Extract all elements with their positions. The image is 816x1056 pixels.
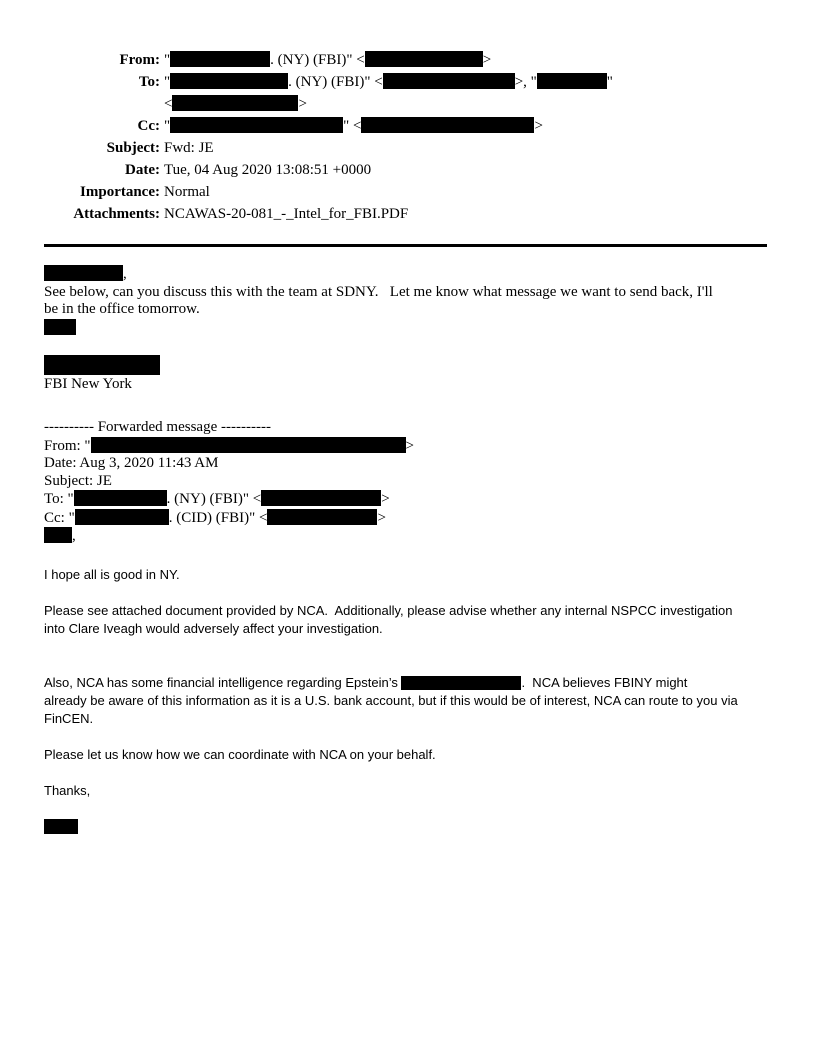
text-run: Please let us know how we can coordinate with NCA on your behalf.	[44, 746, 436, 762]
field-value-cc	[164, 115, 772, 137]
header-row-attachments	[0, 203, 772, 225]
field-value-importance	[164, 181, 772, 203]
text-run: . (NY) (FBI)" <	[166, 491, 262, 507]
text-run: be in the office tomorrow.	[44, 301, 200, 317]
text-line	[164, 93, 772, 115]
header-row-date	[0, 159, 772, 181]
text-run: Fwd: JE	[164, 140, 214, 156]
text-run: Tue, 04 Aug 2020 13:08:51 +0000	[164, 162, 372, 178]
text-run: ---------- Forwarded message ----------	[44, 419, 271, 435]
text-line	[164, 49, 772, 71]
text-run: "	[164, 52, 171, 68]
header-row-subject	[0, 137, 772, 159]
text-line	[44, 638, 772, 656]
forwarded-message-header	[44, 419, 772, 546]
text-run: To: "	[44, 491, 74, 507]
text-run: . (CID) (FBI)" <	[168, 509, 268, 526]
field-label-attachments: Attachments:	[73, 206, 160, 222]
text-run: "	[164, 118, 171, 134]
text-line	[44, 566, 772, 584]
field-label-importance: Importance:	[80, 184, 160, 200]
text-line	[44, 527, 772, 546]
text-run: "	[606, 74, 613, 90]
text-run: <	[164, 96, 173, 112]
text-line	[44, 265, 772, 284]
text-run: into Clare Iveagh would adversely affect your investigation.	[44, 620, 383, 636]
text-run: >	[405, 437, 415, 454]
text-run: "	[164, 74, 171, 90]
text-line	[44, 656, 772, 674]
redaction-bar	[44, 265, 123, 281]
text-line	[44, 455, 772, 473]
text-line	[44, 674, 772, 692]
text-line	[44, 728, 772, 746]
text-run: FBI New York	[44, 376, 132, 392]
text-line	[44, 584, 772, 602]
text-line	[44, 602, 772, 620]
text-run: >	[534, 118, 543, 134]
header-row-to	[0, 71, 772, 115]
redaction-bar	[44, 527, 72, 543]
redaction-bar	[261, 490, 381, 506]
text-line	[44, 746, 772, 764]
text-run: >	[482, 52, 492, 68]
text-run: Date: Aug 3, 2020 11:43 AM	[44, 455, 219, 471]
text-run: Please see attached document provided by NCA. Additionally, please advise whether any internal NSPCC investigation	[44, 602, 733, 618]
redaction-bar	[44, 819, 78, 834]
text-line	[44, 764, 772, 782]
text-line	[44, 419, 772, 437]
header-divider-rule	[44, 244, 767, 247]
text-run: Cc: "	[44, 509, 75, 526]
text-line	[164, 71, 772, 93]
header-row-from	[0, 49, 772, 71]
header-row-importance	[0, 181, 772, 203]
text-run: I hope all is good in NY.	[44, 566, 180, 582]
text-run: ,	[72, 528, 76, 544]
text-line	[44, 319, 772, 338]
redaction-bar	[44, 319, 76, 335]
text-line	[44, 473, 772, 491]
redaction-bar	[537, 73, 607, 89]
text-line	[44, 337, 772, 355]
text-line	[44, 437, 772, 456]
text-run: ,	[123, 266, 127, 282]
text-run: FinCEN.	[44, 710, 94, 726]
text-line	[44, 782, 772, 800]
text-line	[164, 137, 772, 159]
text-run: . (NY) (FBI)" <	[288, 74, 383, 90]
field-value-attachments	[164, 203, 772, 225]
field-value-subject	[164, 137, 772, 159]
text-line	[44, 509, 772, 528]
forwarded-message-body	[44, 566, 772, 836]
header-row-cc	[0, 115, 772, 137]
text-run: Normal	[164, 184, 210, 200]
text-line	[44, 394, 772, 412]
redaction-bar	[170, 51, 270, 67]
message-body-top	[44, 265, 772, 411]
text-line	[44, 376, 772, 394]
redaction-bar	[170, 117, 343, 133]
text-run: . (NY) (FBI)" <	[270, 52, 365, 68]
text-line	[44, 284, 772, 302]
text-run: Thanks,	[44, 782, 91, 798]
text-line	[44, 818, 772, 836]
field-value-to	[164, 71, 772, 115]
redaction-bar	[267, 509, 377, 525]
redaction-bar	[401, 676, 521, 690]
text-run: . NCA believes FBINY might	[521, 674, 688, 690]
redaction-bar	[365, 51, 483, 67]
text-line	[44, 490, 772, 509]
text-run: See below, can you discuss this with the team at SDNY. Let me know what message we want to send back, I'll	[44, 283, 713, 300]
redaction-bar	[172, 95, 298, 111]
text-run: Subject: JE	[44, 472, 112, 489]
redaction-bar	[44, 355, 160, 375]
text-line	[164, 203, 772, 225]
text-line	[44, 620, 772, 638]
text-line	[44, 800, 772, 818]
text-line	[44, 710, 772, 728]
text-line	[164, 159, 772, 181]
text-line	[164, 181, 772, 203]
text-run: " <	[343, 118, 362, 134]
text-run: >, "	[514, 74, 537, 90]
text-run: NCAWAS-20-081_-_Intel_for_FBI.PDF	[164, 206, 409, 222]
email-header	[0, 0, 816, 225]
redaction-bar	[74, 490, 167, 506]
redaction-bar	[75, 509, 169, 525]
text-line	[164, 115, 772, 137]
text-run: >	[377, 509, 386, 526]
redaction-bar	[91, 437, 406, 453]
text-run: From: "	[44, 437, 91, 454]
redaction-bar	[361, 117, 534, 133]
field-label-from: From:	[119, 52, 160, 68]
field-value-date	[164, 159, 772, 181]
text-run: >	[381, 491, 390, 507]
text-run: Also, NCA has some financial intelligence regarding Epstein’s	[44, 674, 402, 690]
field-label-cc: Cc:	[137, 118, 160, 134]
field-value-from	[164, 49, 772, 71]
field-label-to: To:	[138, 74, 160, 90]
text-run: >	[298, 96, 307, 112]
text-line	[44, 692, 772, 710]
redaction-bar	[170, 73, 288, 89]
field-label-date: Date:	[125, 162, 160, 178]
field-label-subject: Subject:	[106, 140, 160, 156]
redaction-bar	[383, 73, 515, 89]
text-line	[44, 301, 772, 319]
text-run: already be aware of this information as it is a U.S. bank account, but if this would be of interest, NCA can route to you via	[44, 692, 738, 708]
text-line	[44, 355, 772, 377]
